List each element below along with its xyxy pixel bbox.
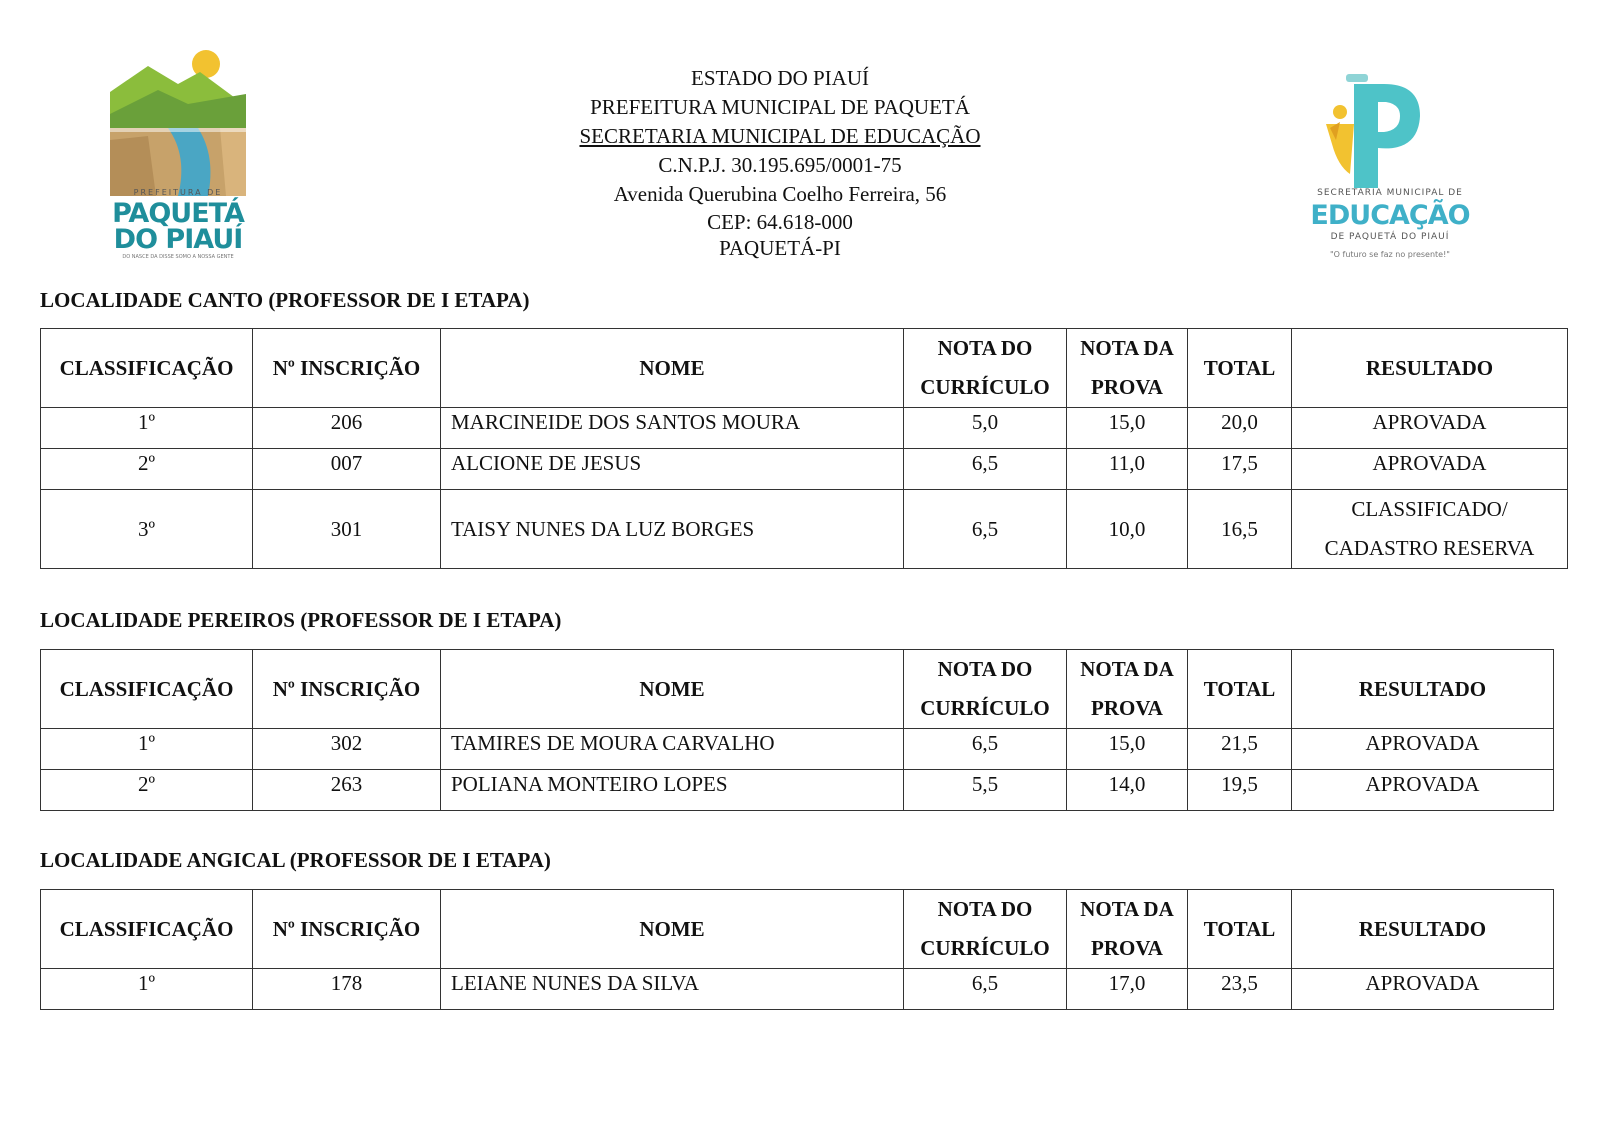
- cell-nota-prova: 11,0: [1067, 449, 1188, 490]
- cell-inscricao: 206: [253, 408, 441, 449]
- logo-tagline: "O futuro se faz no presente!": [1330, 250, 1450, 259]
- cell-nome: POLIANA MONTEIRO LOPES: [441, 770, 904, 811]
- col-total: TOTAL: [1188, 890, 1292, 969]
- cell-classificacao: 1º: [41, 969, 253, 1010]
- cell-inscricao: 301: [253, 490, 441, 569]
- cell-resultado: APROVADA: [1292, 770, 1554, 811]
- cell-resultado: CLASSIFICADO/ CADASTRO RESERVA: [1292, 490, 1568, 569]
- cell-nota-prova: 15,0: [1067, 729, 1188, 770]
- cell-nota-prova: 15,0: [1067, 408, 1188, 449]
- cell-inscricao: 007: [253, 449, 441, 490]
- table-row: [41, 969, 1554, 1010]
- cell-nota-prova: 10,0: [1067, 490, 1188, 569]
- col-classificacao: CLASSIFICAÇÃO: [41, 650, 253, 729]
- cell-total: 21,5: [1188, 729, 1292, 770]
- col-nota-curriculo: NOTA DO CURRÍCULO: [904, 650, 1067, 729]
- section-title-pereiros: LOCALIDADE PEREIROS (PROFESSOR DE I ETAPA): [40, 608, 562, 632]
- cell-classificacao: 1º: [41, 729, 253, 770]
- results-table-angical: [40, 889, 1554, 1010]
- secretaria-logo: [1310, 66, 1470, 272]
- cell-total: 20,0: [1188, 408, 1292, 449]
- col-nota-prova: NOTA DA PROVA: [1067, 329, 1188, 408]
- header-endereco: Avenida Querubina Coelho Ferreira, 56: [613, 182, 947, 206]
- table-row: [41, 490, 1568, 569]
- header-cidade: PAQUETÁ-PI: [719, 236, 841, 260]
- cell-nome: LEIANE NUNES DA SILVA: [441, 969, 904, 1010]
- cell-nota-curriculo: 6,5: [904, 490, 1067, 569]
- col-classificacao: CLASSIFICAÇÃO: [41, 329, 253, 408]
- section-title-angical: LOCALIDADE ANGICAL (PROFESSOR DE I ETAPA): [40, 848, 551, 872]
- cell-nome: TAMIRES DE MOURA CARVALHO: [441, 729, 904, 770]
- cell-nota-prova: 17,0: [1067, 969, 1188, 1010]
- col-inscricao: Nº INSCRIÇÃO: [253, 650, 441, 729]
- col-nota-curriculo: NOTA DO CURRÍCULO: [904, 890, 1067, 969]
- cell-resultado: APROVADA: [1292, 729, 1554, 770]
- cell-classificacao: 2º: [41, 449, 253, 490]
- cell-nota-curriculo: 5,5: [904, 770, 1067, 811]
- table-row: [41, 449, 1568, 490]
- col-resultado: RESULTADO: [1292, 650, 1554, 729]
- header-cnpj: C.N.P.J. 30.195.695/0001-75: [658, 153, 902, 177]
- cell-resultado: APROVADA: [1292, 449, 1568, 490]
- col-nota-curriculo: NOTA DO CURRÍCULO: [904, 329, 1067, 408]
- logo-line-secretaria: SECRETARIA MUNICIPAL DE: [1317, 188, 1463, 198]
- col-nome: NOME: [441, 329, 904, 408]
- col-classificacao: CLASSIFICAÇÃO: [41, 890, 253, 969]
- cell-nota-curriculo: 6,5: [904, 449, 1067, 490]
- col-total: TOTAL: [1188, 329, 1292, 408]
- col-total: TOTAL: [1188, 650, 1292, 729]
- results-table-pereiros: [40, 649, 1554, 811]
- cell-nota-curriculo: 5,0: [904, 408, 1067, 449]
- prefeitura-logo: [108, 44, 248, 266]
- cell-inscricao: 263: [253, 770, 441, 811]
- cell-classificacao: 2º: [41, 770, 253, 811]
- cell-nome: TAISY NUNES DA LUZ BORGES: [441, 490, 904, 569]
- cell-classificacao: 1º: [41, 408, 253, 449]
- letter-p-icon: [1310, 66, 1470, 196]
- cell-inscricao: 302: [253, 729, 441, 770]
- logo-line-paqueta: DE PAQUETÁ DO PIAUÍ: [1330, 232, 1450, 242]
- col-nome: NOME: [441, 890, 904, 969]
- logo-line-prefeitura: PREFEITURA DE: [133, 188, 223, 197]
- col-nota-prova: NOTA DA PROVA: [1067, 890, 1188, 969]
- results-table-canto: [40, 328, 1568, 569]
- cell-nota-curriculo: 6,5: [904, 729, 1067, 770]
- table-header-row: [41, 329, 1568, 408]
- cell-total: 23,5: [1188, 969, 1292, 1010]
- col-nome: NOME: [441, 650, 904, 729]
- col-inscricao: Nº INSCRIÇÃO: [253, 890, 441, 969]
- col-resultado: RESULTADO: [1292, 890, 1554, 969]
- cell-resultado: APROVADA: [1292, 408, 1568, 449]
- cell-total: 16,5: [1188, 490, 1292, 569]
- header-estado: ESTADO DO PIAUÍ: [691, 66, 869, 90]
- cell-total: 17,5: [1188, 449, 1292, 490]
- document-header: [400, 64, 1160, 261]
- logo-line-educacao: EDUCAÇÃO: [1310, 200, 1470, 231]
- cell-total: 19,5: [1188, 770, 1292, 811]
- logo-tagline: DO NASCE DA DISSE SOMO A NOSSA GENTE: [122, 254, 234, 260]
- table-header-row: [41, 890, 1554, 969]
- table-row: [41, 408, 1568, 449]
- section-title-canto: LOCALIDADE CANTO (PROFESSOR DE I ETAPA): [40, 288, 530, 312]
- cell-nome: ALCIONE DE JESUS: [441, 449, 904, 490]
- cell-inscricao: 178: [253, 969, 441, 1010]
- cell-resultado: APROVADA: [1292, 969, 1554, 1010]
- logo-line-paqueta: PAQUETÁ: [112, 198, 244, 229]
- cell-nota-curriculo: 6,5: [904, 969, 1067, 1010]
- header-prefeitura: PREFEITURA MUNICIPAL DE PAQUETÁ: [590, 95, 970, 119]
- table-row: [41, 770, 1554, 811]
- table-header-row: [41, 650, 1554, 729]
- cell-nome: MARCINEIDE DOS SANTOS MOURA: [441, 408, 904, 449]
- cell-classificacao: 3º: [41, 490, 253, 569]
- col-inscricao: Nº INSCRIÇÃO: [253, 329, 441, 408]
- header-cep: CEP: 64.618-000: [707, 210, 853, 234]
- col-nota-prova: NOTA DA PROVA: [1067, 650, 1188, 729]
- cell-nota-prova: 14,0: [1067, 770, 1188, 811]
- table-row: [41, 729, 1554, 770]
- header-secretaria: SECRETARIA MUNICIPAL DE EDUCAÇÃO: [579, 124, 981, 148]
- logo-line-do-piaui: DO PIAUÍ: [113, 224, 243, 255]
- col-resultado: RESULTADO: [1292, 329, 1568, 408]
